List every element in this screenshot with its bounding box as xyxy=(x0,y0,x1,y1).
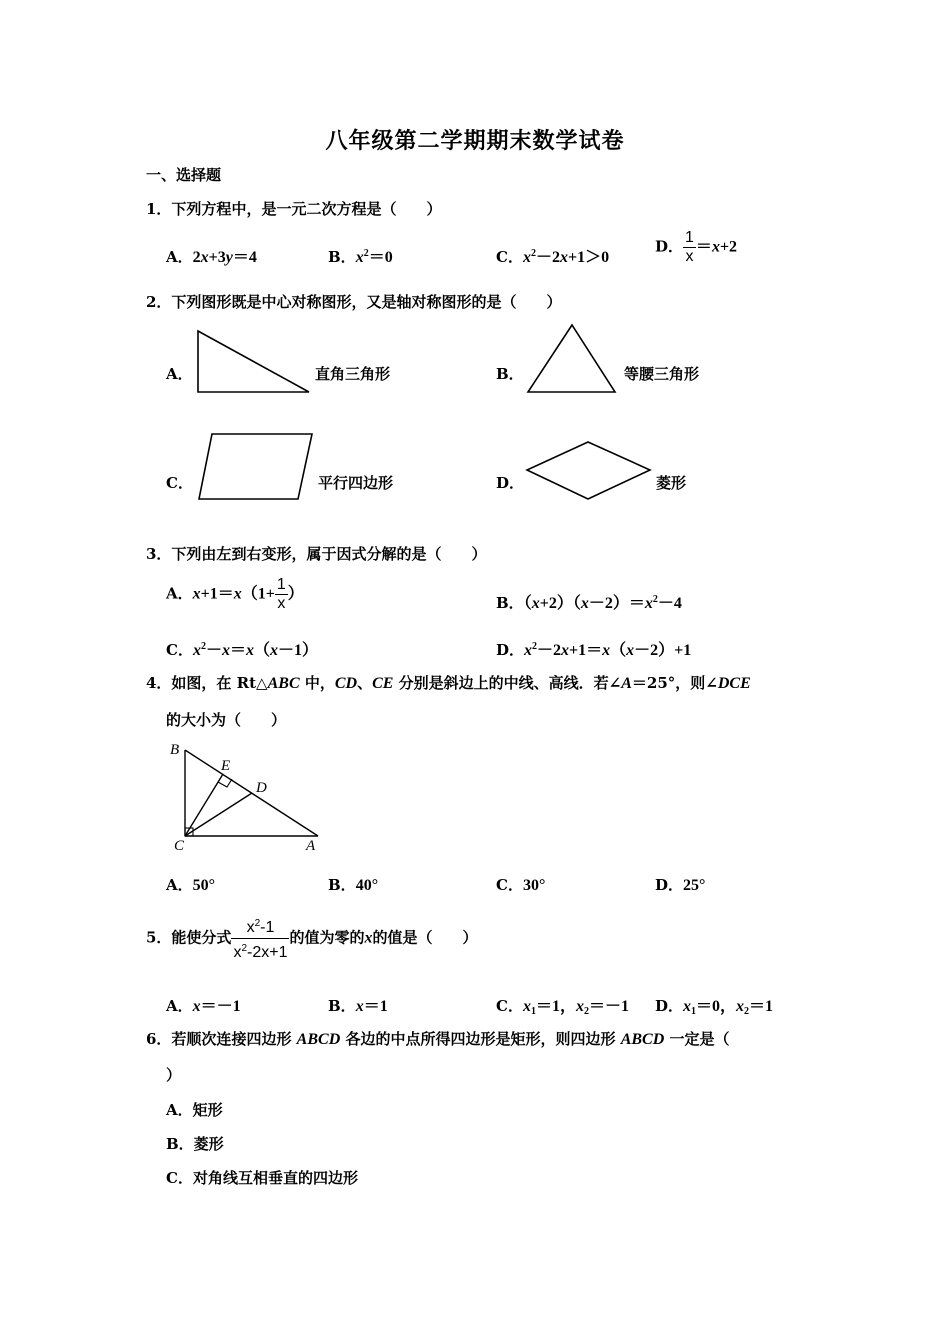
q6-option-c: C．对角线互相垂直的四边形 xyxy=(166,1169,358,1187)
question-3-stem: 3．下列由左到右变形，属于因式分解的是（ ） xyxy=(146,545,487,563)
question-4-stem: 4．如图，在 Rt△ABC 中，CD、CE 分别是斜边上的中线、高线．若∠A＝25°，则∠DCE xyxy=(146,674,751,692)
q2-option-c-label: C． xyxy=(166,474,193,492)
question-6-stem-line2: ） xyxy=(166,1066,182,1084)
section-heading: 一、选择题 xyxy=(146,166,222,184)
q3-option-c: C．$x^2-x=x(x-1)$ xyxy=(166,641,319,659)
vertex-c-label: C xyxy=(174,838,185,854)
page-title: 八年级第二学期期末数学试卷 xyxy=(325,128,625,154)
q3-option-b: B．$(x+2)(x-2)=x^2-4$ xyxy=(496,594,682,612)
q4-option-d: D．25° xyxy=(655,876,706,894)
q2-option-a-name: 直角三角形 xyxy=(315,365,391,383)
question-4-stem-line2: 的大小为（ ） xyxy=(166,711,287,729)
q5-option-a: A．x＝－1 xyxy=(166,997,241,1015)
q4-option-a: A．50° xyxy=(166,876,216,894)
right-triangle-figure xyxy=(195,328,315,396)
rhombus-figure xyxy=(524,439,654,503)
q1-option-b: B．$x^2=0$ xyxy=(328,248,393,266)
q5-option-d: D．$x_1=0$，$x_2=1$ xyxy=(655,997,774,1017)
q2-option-b-label: B． xyxy=(496,365,524,383)
fraction-1-over-x: $\frac{1}{x}$ xyxy=(685,229,694,265)
question-1-stem: 1．下列方程中，是一元二次方程是（ ） xyxy=(146,200,442,218)
fraction-expression: $\frac{x^2-1}{x^2-2x+1}$ xyxy=(233,918,288,961)
vertex-a-label: A xyxy=(306,838,316,854)
q6-option-a: A．矩形 xyxy=(166,1101,223,1119)
question-2-stem: 2．下列图形既是中心对称图形，又是轴对称图形的是（ ） xyxy=(146,293,562,311)
parallelogram-figure xyxy=(196,431,316,503)
q5-option-b: B．x＝1 xyxy=(328,997,388,1015)
vertex-e-label: E xyxy=(221,758,231,774)
q5-option-c: C．$x_1=1$，$x_2=-1$ xyxy=(496,997,629,1017)
q3-option-d: D．$x^2-2x+1=x(x-2)+1$ xyxy=(496,641,692,659)
q6-option-b: B．菱形 xyxy=(166,1135,224,1153)
q1-option-d: D． $\frac{1}{x}$ ＝x+2 xyxy=(655,229,738,265)
q1-option-a: A．2x+3y＝4 xyxy=(166,248,257,266)
q3-option-a: A．x+1＝x（1+ $\frac{1}{x}$ ） xyxy=(166,576,304,612)
vertex-b-label: B xyxy=(170,742,180,758)
question-6-stem: 6．若顺次连接四边形 ABCD 各边的中点所得四边形是矩形，则四边形 ABCD 一定是（ xyxy=(146,1030,730,1048)
q2-option-b-name: 等腰三角形 xyxy=(624,365,700,383)
q4-option-b: B．40° xyxy=(328,876,379,894)
question-5-stem: 5．能使分式 $\frac{x^2-1}{x^2-2x+1}$ 的值为零的x的值是（ ） xyxy=(146,914,478,963)
q2-option-d-name: 菱形 xyxy=(656,474,687,492)
q2-option-a-label: A． xyxy=(166,365,193,383)
q2-option-d-label: D． xyxy=(496,474,525,492)
q1-option-c: C．$x^2-2x+1>0$ xyxy=(496,248,610,266)
vertex-d-label: D xyxy=(256,780,267,796)
isosceles-triangle-figure xyxy=(525,322,620,396)
triangle-abc-figure xyxy=(160,736,330,856)
q4-option-c: C．30° xyxy=(496,876,546,894)
q2-option-c-name: 平行四边形 xyxy=(318,474,394,492)
